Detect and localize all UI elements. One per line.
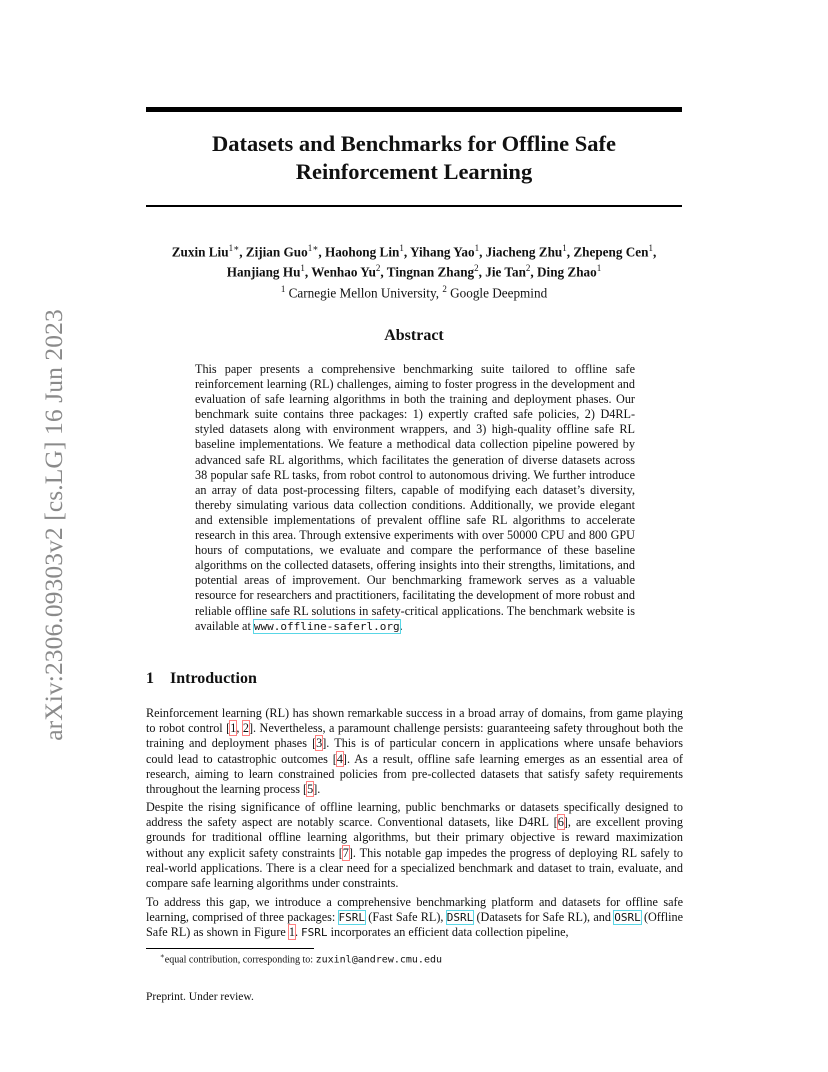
- intro-paragraph-3: [146, 895, 683, 941]
- citation-link[interactable]: 7: [342, 845, 349, 860]
- figure-ref-link[interactable]: 1: [288, 925, 295, 940]
- author-sup: 1∗: [307, 243, 319, 253]
- website-link[interactable]: www.offline-saferl.org: [253, 619, 400, 633]
- author-name: ,: [652, 244, 657, 260]
- text-run: ]. This is of particular concern in applications where unsafe behaviors could lead to catastrophic outcomes [: [146, 736, 683, 766]
- author-sup: 1: [648, 243, 653, 253]
- text-run: (Fast Safe RL),: [365, 910, 447, 925]
- author-line-1: [120, 240, 708, 260]
- author-name: , Tingnan Zhang: [380, 264, 475, 280]
- author-sup: 1: [562, 243, 567, 253]
- author-sup: 1: [300, 263, 305, 274]
- text-run: (Offline Safe RL) as shown in Figure: [146, 910, 683, 940]
- abstract-text: This paper presents a comprehensive benchmarking suite tailored to offline safe reinforcement learning (RL) challenges, aiming to foster progress in the development and evaluation of safe learning algorithms in both the training and deployment phases. Our benchmark suite contains three packages: 1) expertly crafted safe policies, 2) D4RL-styled datasets along with environment wrappers, and 3) high-quality offline safe RL baseline implementations. We feature a methodical data collection pipeline powered by advanced safe RL algorithms, which facilitates the generation of diverse datasets across 38 popular safe RL tasks, from robot control to autonomous driving. We further introduce an array of data post-processing filters, capable of modifying each dataset’s diversity, thereby simulating various data collection conditions. Additionally, we provide elegant and extensible implementations of prevalent offline safe RL algorithms to accelerate research in this area. Through extensive experiments with over 50000 CPU and 800 GPU hours of computations, we evaluate and compare the performance of these baseline algorithms on the collected datasets, offering insights into their strengths, limitations, and potential areas of improvement. Our benchmarking framework serves as a valuable resource for researchers and practitioners, facilitating the development of more robust and reliable offline safe RL solutions in safety-critical applications. The benchmark website is available at: [195, 362, 635, 633]
- text-run: Reinforcement learning (RL) has shown remarkable success in a broad array of domains, from game playing to robot control [: [146, 706, 683, 736]
- abstract-body: [195, 362, 635, 634]
- section-title: Introduction: [170, 670, 257, 687]
- footnote: [160, 952, 442, 965]
- text-run: .: [294, 925, 302, 940]
- author-name: Zuxin Liu: [171, 244, 229, 260]
- abstract-end: .: [399, 618, 403, 633]
- author-sup: 1: [474, 243, 480, 253]
- author-sup: 1: [399, 243, 404, 253]
- footnote-rule: [146, 948, 314, 949]
- text-run: ], are excellent proving grounds for traditional offline learning algorithms, but their primary objective is reward maximization without any explicit safety constraints [: [146, 815, 683, 860]
- author-sup: 2: [525, 263, 531, 274]
- author-sup: 2: [375, 263, 381, 274]
- affiliation-cmu: Carnegie Mellon University,: [285, 285, 443, 301]
- paper-title: [146, 130, 682, 186]
- fsrl-code: FSRL: [301, 926, 328, 940]
- intro-paragraph-1: [146, 706, 683, 797]
- author-name: , Zijian Guo: [239, 244, 308, 260]
- citation-link[interactable]: 5: [307, 782, 314, 797]
- author-sup: 2: [474, 263, 479, 274]
- text-run: To address this gap, we introduce a comprehensive benchmarking platform and datasets for offline safe learning, comprised of three packages:: [146, 895, 683, 925]
- title-line-2: Reinforcement Learning: [295, 159, 533, 184]
- citation-link[interactable]: 6: [557, 815, 564, 830]
- text-run: ]. As a result, offline safe learning emerges as an essential area of research, aiming to learn constrained policies from pre-collected datasets that satisfy safety requirements throughout the learning process [: [146, 751, 683, 797]
- text-run: Despite the rising significance of offline learning, public benchmarks or datasets specifically designed to address the safety aspect are notably scarce. Conventional datasets, like D4RL [: [146, 800, 683, 830]
- contact-email: zuxinl@andrew.cmu.edu: [315, 954, 443, 966]
- abstract-heading: Abstract: [384, 327, 444, 344]
- arxiv-stamp: arXiv:2306.09303v2 [cs.LG] 16 Jun 2023: [39, 309, 68, 741]
- footnote-text: equal contribution, corresponding to:: [164, 954, 316, 966]
- author-name: , Haohong Lin: [318, 244, 400, 260]
- author-name: , Jie Tan: [478, 264, 526, 280]
- title-bottom-rule: [146, 205, 682, 207]
- fsrl-link[interactable]: FSRL: [338, 911, 366, 925]
- footnote-marker: ∗: [160, 952, 165, 960]
- citation-link[interactable]: 2: [242, 721, 249, 736]
- author-name: , Ding Zhao: [530, 264, 597, 280]
- author-sup: 1: [596, 263, 602, 274]
- author-sup: 1∗: [228, 243, 240, 253]
- title-top-rule: [146, 107, 682, 112]
- affil-sup: 1: [280, 283, 286, 294]
- citation-link[interactable]: 4: [336, 751, 343, 766]
- author-name: Hanjiang Hu: [226, 264, 301, 280]
- text-run: ]. Nevertheless, a paramount challenge persists: guaranteeing safety throughout both the training and deployment phases [: [146, 721, 684, 751]
- author-name: , Wenhao Yu: [304, 264, 376, 280]
- section-number: 1: [146, 670, 154, 687]
- affiliation-google: Google Deepmind: [446, 285, 548, 301]
- text-run: incorporates an efficient data collection pipeline,: [327, 925, 569, 940]
- section-heading: [146, 670, 257, 688]
- citation-link[interactable]: 1: [230, 721, 237, 736]
- author-name: , Zhepeng Cen: [566, 244, 649, 260]
- affiliations: [120, 281, 708, 301]
- citation-link[interactable]: 3: [316, 736, 323, 751]
- text-run: ].: [313, 782, 321, 797]
- author-name: , Yihang Yao: [403, 244, 475, 260]
- title-line-1: Datasets and Benchmarks for Offline Safe: [212, 131, 616, 156]
- dsrl-link[interactable]: DSRL: [446, 911, 474, 925]
- intro-paragraph-2: [146, 800, 683, 891]
- author-name: , Jiacheng Zhu: [479, 244, 563, 260]
- affil-sup: 2: [442, 283, 447, 294]
- osrl-link[interactable]: OSRL: [614, 911, 641, 925]
- author-block: [120, 240, 708, 301]
- text-run: (Datasets for Safe RL), and: [473, 910, 615, 925]
- preprint-note: Preprint. Under review.: [146, 991, 254, 1003]
- text-run: ,: [236, 721, 243, 736]
- author-line-2: [120, 260, 708, 280]
- text-run: ]. This notable gap impedes the progress of deploying RL safely to real-world applications. There is a clear need for a specialized benchmark and dataset to train, evaluate, and compare safe learning algorithms under constraints.: [146, 845, 683, 891]
